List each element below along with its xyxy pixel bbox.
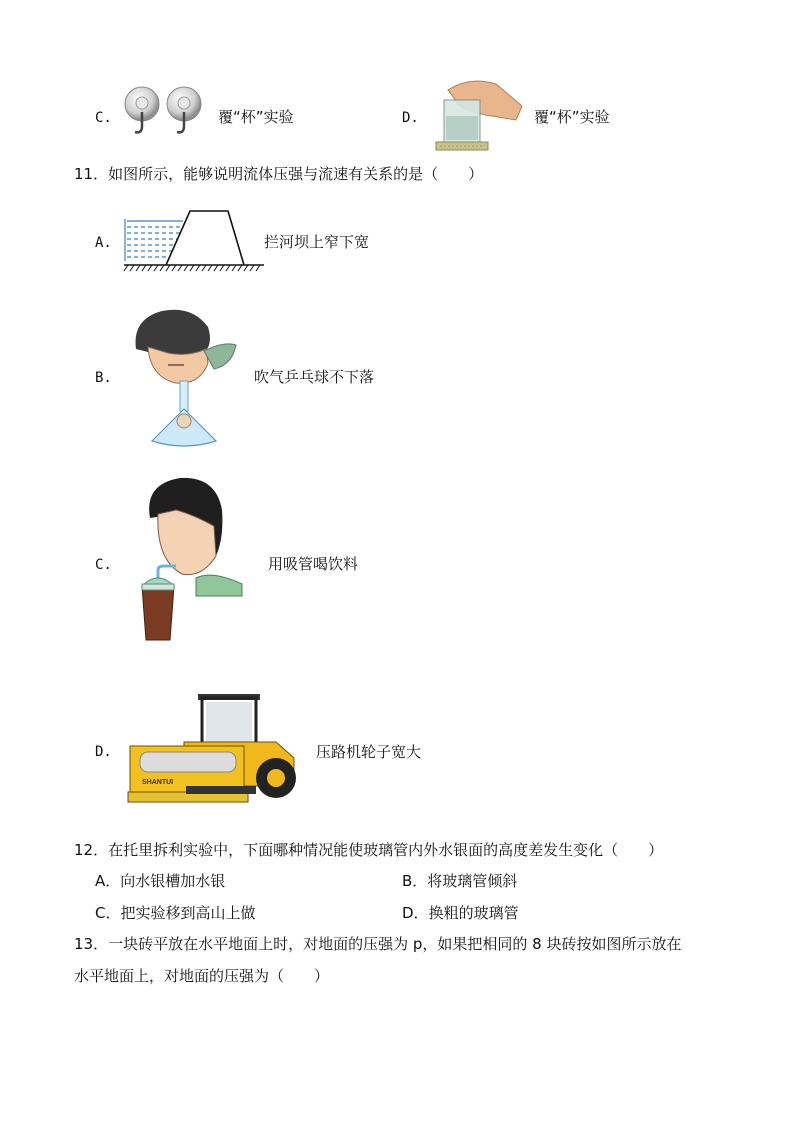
q12-option-b-text: 将玻璃管倾斜: [427, 872, 518, 890]
boy-drinking-straw-icon: [136, 474, 246, 644]
q10-option-c-text: 覆“杯”实验: [218, 108, 294, 126]
q12-option-d-text: 换粗的玻璃管: [428, 904, 519, 922]
q12-option-a: [95, 871, 225, 891]
q12-stem: 12．在托里拆利实验中，下面哪种情况能使玻璃管内外水银面的高度差发生变化（ ）: [74, 841, 664, 859]
q11-option-a-text: 拦河坝上窄下宽: [264, 233, 370, 251]
q11-option-c-text: 用吸管喝饮料: [268, 555, 359, 573]
q11-option-b-letter: B.: [95, 370, 112, 386]
q10-option-c-letter: C.: [95, 110, 112, 126]
q11-option-b-text: 吹气乒乓球不下落: [254, 368, 375, 386]
q12-option-d: [402, 903, 519, 923]
road-roller-brand-text: SHANTUI: [142, 779, 174, 786]
q10-option-d-letter: D.: [402, 110, 419, 126]
q12-option-b: [402, 871, 517, 891]
q13-stem-line1: 13．一块砖平放在水平地面上时，对地面的压强为 p，如果把相同的 8 块砖按如图所示放在: [74, 935, 682, 953]
q13-stem-line2: 水平地面上，对地面的压强为（ ）: [74, 967, 330, 985]
q11-option-d-letter: D.: [95, 744, 112, 760]
q12-option-c-text: 把实验移到高山上做: [120, 904, 256, 922]
q12-option-a-letter: A．: [95, 872, 121, 890]
suction-cup-hooks-icon: [122, 84, 208, 138]
q12-option-d-letter: D．: [402, 904, 429, 922]
q11-stem: 11．如图所示，能够说明流体压强与流速有关系的是（ ）: [74, 165, 484, 183]
q11-option-a-letter: A.: [95, 235, 112, 251]
inverted-glass-card-icon: [430, 76, 526, 156]
q11-option-d-text: 压路机轮子宽大: [316, 743, 422, 761]
road-roller-icon: [126, 688, 302, 812]
dam-cross-section-icon: [122, 207, 266, 273]
boy-blowing-funnel-icon: [128, 305, 240, 451]
q12-option-c: [95, 903, 256, 923]
q12-option-a-text: 向水银槽加水银: [120, 872, 226, 890]
q10-option-d-text: 覆“杯”实验: [534, 108, 610, 126]
q12-option-c-letter: C．: [95, 904, 121, 922]
q12-option-b-letter: B．: [402, 872, 428, 890]
q11-option-c-letter: C.: [95, 557, 112, 573]
